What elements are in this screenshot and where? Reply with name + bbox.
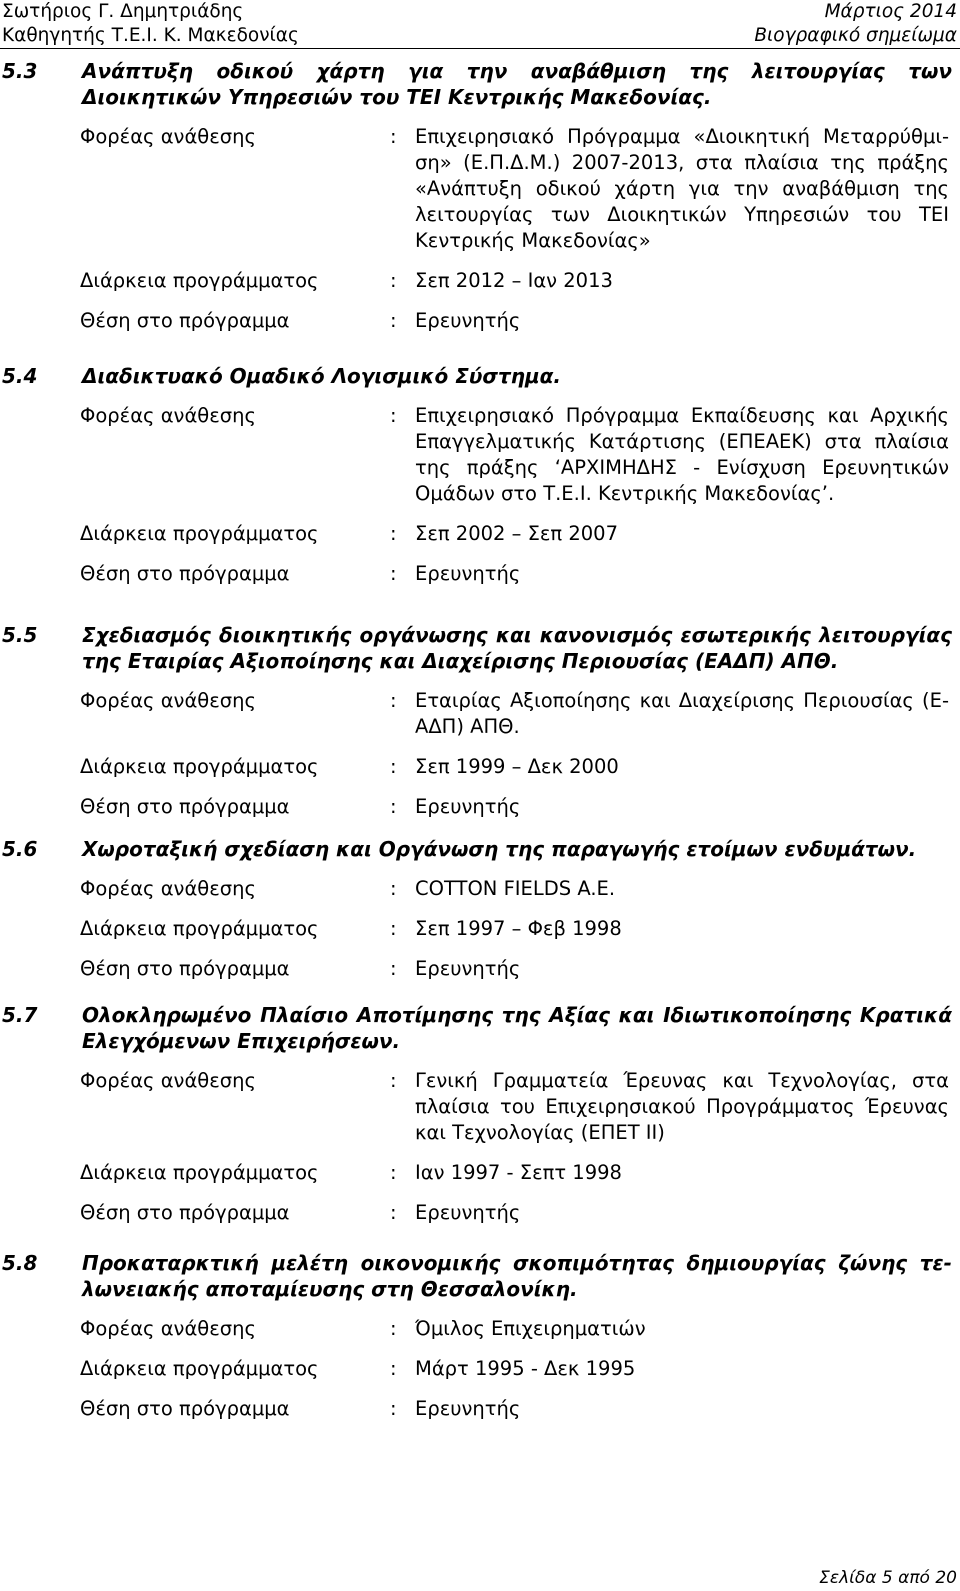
agency-label: Φορέας ανάθεσης — [80, 1317, 256, 1340]
colon: : — [390, 522, 397, 545]
duration-row — [0, 1160, 960, 1186]
colon: : — [390, 689, 397, 712]
duration-row — [0, 521, 960, 547]
section-number: 5.8 — [2, 1251, 38, 1275]
section-5-7 — [0, 1002, 960, 1226]
section-number: 5.3 — [2, 59, 38, 83]
section-number: 5.6 — [2, 837, 38, 861]
duration-row — [0, 268, 960, 294]
document-date: Μάρτιος 2014 — [824, 1, 957, 22]
position-row — [0, 956, 960, 982]
position-row — [0, 794, 960, 820]
duration-row — [0, 754, 960, 780]
agency-row — [0, 688, 960, 740]
agency-value: Όμιλος Επιχειρηματιών — [415, 1317, 646, 1340]
agency-value: COTTON FIELDS A.E. — [415, 877, 616, 900]
section-5-5 — [0, 622, 960, 820]
duration-row — [0, 1356, 960, 1382]
position-label: Θέση στο πρόγραμμα — [80, 1201, 290, 1224]
agency-row — [0, 1068, 960, 1146]
colon: : — [390, 404, 397, 427]
colon: : — [390, 1317, 397, 1340]
position-row — [0, 1200, 960, 1226]
agency-value: Εταιρίας Αξιοποίησης και Διαχείρισης Περιουσίας (Ε-ΑΔΠ) ΑΠΘ. — [415, 689, 949, 738]
agency-row — [0, 1316, 960, 1342]
colon: : — [390, 1357, 397, 1380]
duration-label: Διάρκεια προγράμματος — [80, 755, 319, 778]
position-value: Ερευνητής — [415, 562, 521, 585]
agency-label: Φορέας ανάθεσης — [80, 125, 256, 148]
duration-label: Διάρκεια προγράμματος — [80, 1161, 319, 1184]
position-label: Θέση στο πρόγραμμα — [80, 309, 290, 332]
position-value: Ερευνητής — [415, 309, 521, 332]
author-affiliation: Καθηγητής Τ.Ε.Ι. Κ. Μακεδονίας — [2, 25, 299, 46]
position-row — [0, 561, 960, 587]
section-heading — [0, 1250, 960, 1302]
section-title: Προκαταρκτική μελέτη οικονομικής σκοπιμότητας δημιουργίας ζώνης τε-λωνειακής αποταμίευσης στη Θεσσαλονίκη. — [82, 1251, 952, 1301]
header-left — [2, 0, 299, 48]
duration-value: Ιαν 1997 - Σεπτ 1998 — [415, 1161, 622, 1184]
duration-value: Σεπ 1997 – Φεβ 1998 — [415, 917, 622, 940]
section-title: Ολοκληρωμένο Πλαίσιο Αποτίμησης της Αξίας και Ιδιωτικοποίησης Κρατικά Ελεγχόμενων Επιχειρήσεων. — [82, 1003, 952, 1053]
position-label: Θέση στο πρόγραμμα — [80, 1397, 290, 1420]
page-number: Σελίδα 5 από 20 — [819, 1568, 957, 1588]
colon: : — [390, 1397, 397, 1420]
position-value: Ερευνητής — [415, 1201, 521, 1224]
section-5-8 — [0, 1250, 960, 1422]
section-5-3 — [0, 58, 960, 334]
section-heading — [0, 836, 960, 862]
author-name: Σωτήριος Γ. Δημητριάδης — [2, 1, 244, 22]
section-heading — [0, 622, 960, 674]
header-right — [754, 0, 957, 48]
section-heading — [0, 363, 960, 389]
duration-label: Διάρκεια προγράμματος — [80, 522, 319, 545]
section-number: 5.4 — [2, 364, 38, 388]
position-label: Θέση στο πρόγραμμα — [80, 957, 290, 980]
section-title: Χωροταξική σχεδίαση και Οργάνωση της παραγωγής ετοίμων ενδυμάτων. — [82, 837, 917, 861]
duration-value: Σεπ 2012 – Ιαν 2013 — [415, 269, 613, 292]
colon: : — [390, 957, 397, 980]
position-value: Ερευνητής — [415, 1397, 521, 1420]
position-label: Θέση στο πρόγραμμα — [80, 562, 290, 585]
section-number: 5.5 — [2, 623, 38, 647]
colon: : — [390, 562, 397, 585]
position-row — [0, 308, 960, 334]
colon: : — [390, 795, 397, 818]
duration-label: Διάρκεια προγράμματος — [80, 1357, 319, 1380]
position-value: Ερευνητής — [415, 795, 521, 818]
position-label: Θέση στο πρόγραμμα — [80, 795, 290, 818]
duration-label: Διάρκεια προγράμματος — [80, 917, 319, 940]
section-title: Ανάπτυξη οδικού χάρτη για την αναβάθμιση της λειτουργίας των Διοικητικών Υπηρεσιών του ΤΕΙ Κεντρικής Μακεδονίας. — [82, 59, 952, 109]
colon: : — [390, 125, 397, 148]
colon: : — [390, 309, 397, 332]
page-header — [0, 0, 960, 49]
colon: : — [390, 917, 397, 940]
document-type: Βιογραφικό σημείωμα — [754, 25, 957, 46]
agency-row — [0, 124, 960, 254]
position-value: Ερευνητής — [415, 957, 521, 980]
position-row — [0, 1396, 960, 1422]
section-number: 5.7 — [2, 1003, 38, 1027]
agency-value: Γενική Γραμματεία Έρευνας και Τεχνολογίας, στα πλαίσια του Επιχειρησιακού Προγράμματος Έρευνας και Τεχνολογίας (ΕΠΕΤ ΙΙ) — [415, 1069, 949, 1144]
section-5-6 — [0, 836, 960, 982]
agency-label: Φορέας ανάθεσης — [80, 877, 256, 900]
agency-label: Φορέας ανάθεσης — [80, 404, 256, 427]
colon: : — [390, 755, 397, 778]
colon: : — [390, 877, 397, 900]
duration-row — [0, 916, 960, 942]
section-heading — [0, 58, 960, 110]
section-heading — [0, 1002, 960, 1054]
agency-value: Επιχειρησιακό Πρόγραμμα Εκπαίδευσης και Αρχικής Επαγγελματικής Κατάρτισης (ΕΠΕΑΕΚ) στα πλαίσια της πράξης ‘ΑΡΧΙΜΗΔΗΣ - Ενίσχυση Ερευνητικών Ομάδων στο Τ.Ε.Ι. Κεντρικής Μακεδονίας’. — [415, 404, 949, 505]
colon: : — [390, 1161, 397, 1184]
agency-row — [0, 403, 960, 507]
duration-label: Διάρκεια προγράμματος — [80, 269, 319, 292]
agency-row — [0, 876, 960, 902]
agency-label: Φορέας ανάθεσης — [80, 1069, 256, 1092]
colon: : — [390, 1069, 397, 1092]
section-title: Σχεδιασμός διοικητικής οργάνωσης και κανονισμός εσωτερικής λειτουργίας της Εταιρίας Αξιοποίησης και Διαχείρισης Περιουσίας (ΕΑΔΠ) ΑΠΘ. — [82, 623, 952, 673]
section-5-4 — [0, 363, 960, 587]
colon: : — [390, 269, 397, 292]
duration-value: Σεπ 1999 – Δεκ 2000 — [415, 755, 619, 778]
colon: : — [390, 1201, 397, 1224]
duration-value: Σεπ 2002 – Σεπ 2007 — [415, 522, 618, 545]
agency-value: Επιχειρησιακό Πρόγραμμα «Διοικητική Μεταρρύθμι-ση» (Ε.Π.Δ.Μ.) 2007-2013, στα πλαίσια της πράξης «Ανάπτυξη οδικού χάρτη για την αναβάθμιση της λειτουργίας των Διοικητικών Υπηρεσιών του ΤΕΙ Κεντρικής Μακεδονίας» — [415, 125, 949, 252]
section-title: Διαδικτυακό Ομαδικό Λογισμικό Σύστημα. — [82, 364, 562, 388]
duration-value: Μάρτ 1995 - Δεκ 1995 — [415, 1357, 636, 1380]
agency-label: Φορέας ανάθεσης — [80, 689, 256, 712]
